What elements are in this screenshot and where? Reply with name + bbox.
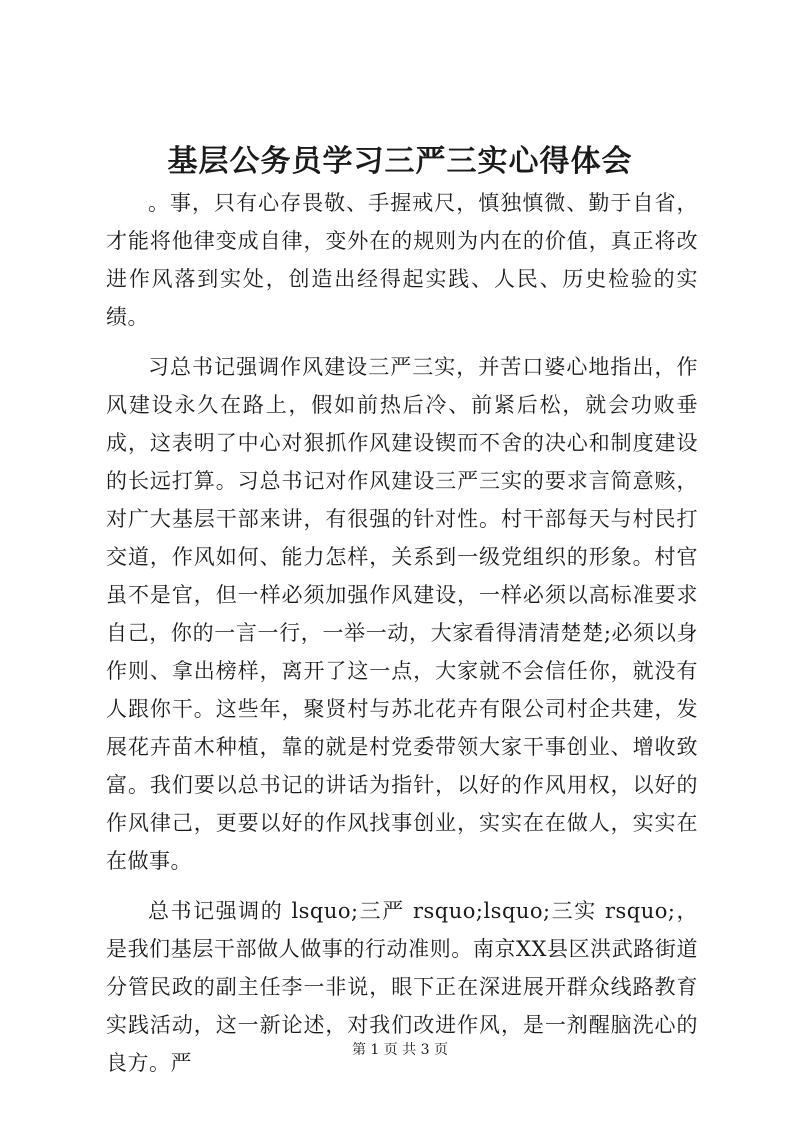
page-footer: 第 1 页 共 3 页 [351, 1042, 449, 1058]
page-title: 基层公务员学习三严三实心得体会 [167, 144, 633, 179]
paragraph-2: 习总书记强调作风建设三严三实，并苦口婆心地指出，作风建设永久在路上，假如前热后冷、前紧后松，就会功败垂成，这表明了中心对狠抓作风建设锲而不舍的决心和制度建设的长远打算。习总书记对作风建设三严三实的要求言简意赅，对广大基层干部来讲，有很强的针对性。村干部每天与村民打交道，作风如何、能力怎样，关系到一级党组织的形象。村官虽不是官，但一样必须加强作风建设，一样必须以高标准要求自己，你的一言一行，一举一动，大家看得清清楚楚;必须以身作则、拿出榜样，离开了这一点，大家就不会信任你，就没有人跟你干。这些年，聚贤村与苏北花卉有限公司村企共建，发展花卉苗木种植，靠的就是村党委带领大家干事创业、增收致富。我们要以总书记的讲话为指针，以好的作风用权，以好的作风律己，更要以好的作风找事创业，实实在在做人，实实在在做事。 [106, 355, 698, 873]
document-body [106, 184, 698, 1094]
paragraph-3: 总书记强调的 lsquo;三严 rsquo;lsquo;三实 rsquo;，是我们基层干部做人做事的行动准则。南京XX县区洪武路街道分管民政的副主任李一非说，眼下正在深进展开群众线路教育实践活动，这一新论述，对我们改进作风，是一剂醒脑洗心的良方。严 [106, 899, 698, 1075]
paragraph-1: 。事，只有心存畏敬、手握戒尺，慎独慎微、勤于自省，才能将他律变成自律，变外在的规则为内在的价值，真正将改进作风落到实处，创造出经得起实践、人民、历史检验的实绩。 [106, 191, 698, 329]
